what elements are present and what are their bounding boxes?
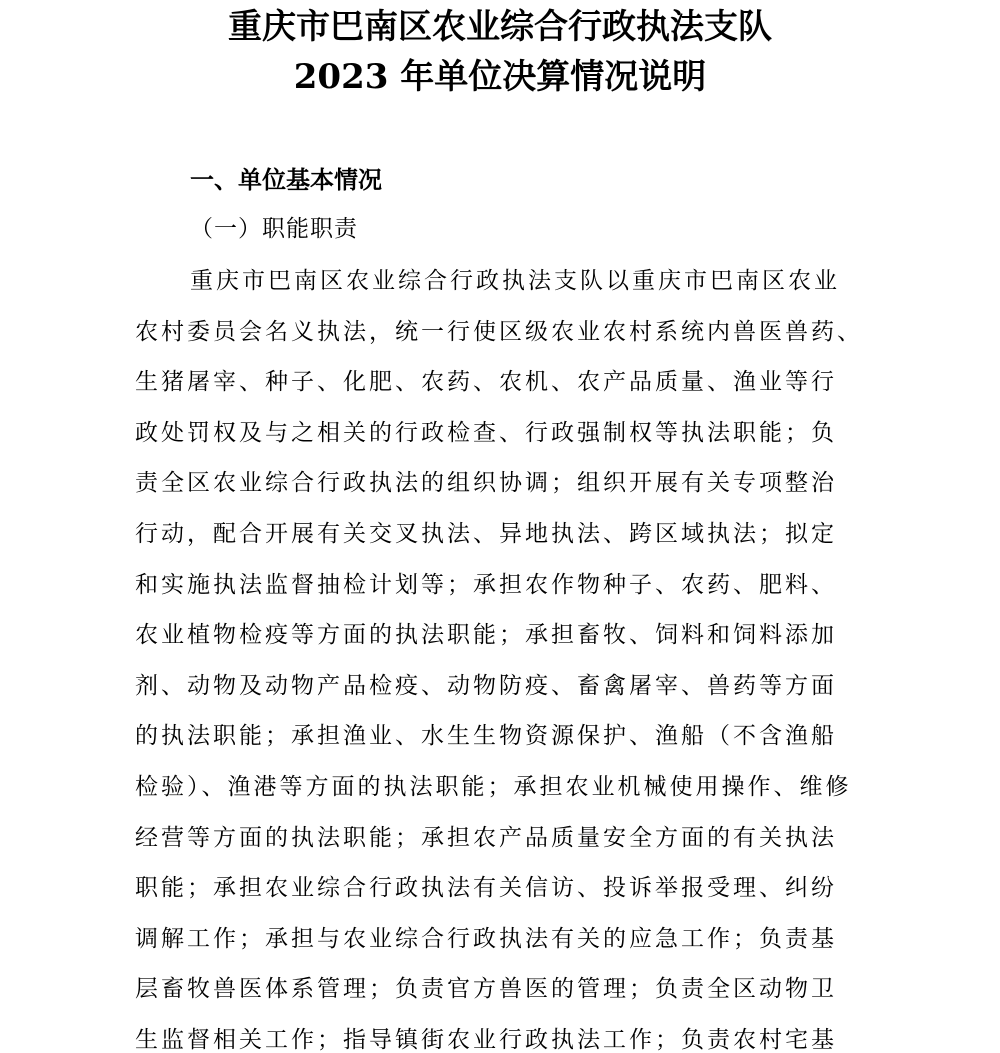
subsection-heading-functions: （一）职能职责 [190, 216, 358, 242]
paragraph-line: 层畜牧兽医体系管理；负责官方兽医的管理；负责全区动物卫 [135, 976, 837, 1003]
paragraph-line: 生监督相关工作；指导镇街农业行政执法工作；负责农村宅基 [135, 1027, 837, 1053]
paragraph-line: 行动，配合开展有关交叉执法、异地执法、跨区域执法；拟定 [135, 521, 837, 547]
paragraph-line: 农业植物检疫等方面的执法职能；承担畜牧、饲料和饲料添加 [135, 622, 837, 649]
document-title [0, 2, 1000, 102]
title-line-2: 2023 年单位决算情况说明 [293, 57, 707, 97]
title-line-1: 重庆市巴南区农业综合行政执法支队 [228, 7, 772, 47]
paragraph-line: 责全区农业综合行政执法的组织协调；组织开展有关专项整治 [135, 470, 837, 497]
paragraph-line: 重庆市巴南区农业综合行政执法支队以重庆市巴南区农业 [190, 268, 840, 294]
paragraph-line: 和实施执法监督抽检计划等；承担农作物种子、农药、肥料、 [135, 571, 837, 598]
paragraph-line: 的执法职能；承担渔业、水生生物资源保护、渔船（不含渔船 [135, 723, 837, 750]
paragraph-line: 剂、动物及动物产品检疫、动物防疫、畜禽屠宰、兽药等方面 [135, 672, 837, 699]
paragraph-line: 职能；承担农业综合行政执法有关信访、投诉举报受理、纠纷 [135, 875, 837, 902]
paragraph-line: 经营等方面的执法职能；承担农产品质量安全方面的有关执法 [135, 824, 837, 851]
paragraph-line: 生猪屠宰、种子、化肥、农药、农机、农产品质量、渔业等行 [135, 369, 837, 396]
paragraph-line: 农村委员会名义执法，统一行使区级农业农村系统内兽医兽药、 [135, 318, 863, 345]
section-heading-basic-info: 一、单位基本情况 [190, 166, 382, 194]
paragraph-line: 政处罚权及与之相关的行政检查、行政强制权等执法职能；负 [135, 419, 837, 446]
paragraph-line: 检验）、渔港等方面的执法职能；承担农业机械使用操作、维修 [135, 774, 852, 800]
paragraph-line: 调解工作；承担与农业综合行政执法有关的应急工作；负责基 [135, 925, 837, 952]
